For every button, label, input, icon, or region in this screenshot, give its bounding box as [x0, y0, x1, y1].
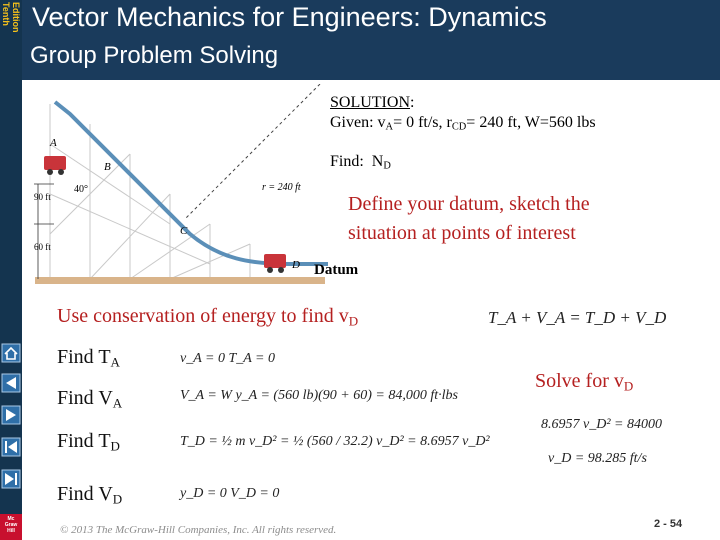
label-b: B [104, 161, 111, 173]
find-va-label [57, 387, 122, 411]
define-instruction [348, 190, 590, 248]
find-td-label [57, 430, 120, 454]
given-va: v [377, 114, 386, 131]
edition-word-edition: Edition [11, 2, 21, 33]
solution-colon: : [410, 94, 415, 111]
last-slide-button[interactable] [0, 466, 22, 492]
first-slide-button[interactable] [0, 434, 22, 460]
label-height-90: 90 ft [34, 192, 51, 202]
define-line-1: Define your datum, sketch the [348, 193, 590, 215]
label-radius: r = 240 ft [262, 182, 301, 193]
find-label: Find: [330, 153, 364, 170]
conservation-instruction [57, 305, 358, 329]
edition-label [0, 0, 22, 46]
solve-instruction [535, 370, 633, 394]
given-rcd-sub: CD [451, 121, 467, 133]
energy-equation: T_A + V_A = T_D + V_D [488, 308, 667, 327]
label-c: C [180, 225, 188, 237]
find-va-sub: A [112, 395, 123, 411]
find-vd-equation: y_D = 0 V_D = 0 [180, 486, 280, 501]
find-td-sub: D [110, 438, 120, 454]
label-d: D [292, 259, 300, 271]
solve-text: Solve for v [535, 370, 624, 392]
car-at-a [44, 156, 66, 170]
given-label: Given: [330, 114, 374, 131]
datum-label: Datum [314, 262, 359, 278]
find-vd-label [57, 483, 122, 507]
conservation-text: Use conservation of energy to find v [57, 305, 349, 327]
skip-forward-icon [1, 469, 21, 489]
find-variable: N [371, 153, 384, 170]
find-va-equation: V_A = W y_A = (560 lb)(90 + 60) = 84,000 ft·lbs [180, 388, 458, 403]
given-va-sub: A [385, 121, 394, 133]
find-ta-label [57, 346, 120, 370]
home-icon [1, 343, 21, 363]
label-angle: 40° [74, 184, 88, 195]
find-ta-sub: A [110, 354, 120, 370]
find-td-text: Find T [57, 430, 111, 452]
car-at-d [264, 254, 286, 268]
slide-subtitle: Group Problem Solving [30, 42, 279, 69]
given-rcd: r [446, 114, 452, 131]
find-vd-sub: D [112, 491, 123, 507]
find-ta-equation: v_A = 0 T_A = 0 [180, 351, 275, 366]
solve-sub: D [623, 378, 634, 394]
home-button[interactable] [0, 340, 22, 366]
solve-equation-1: 8.6957 v_D² = 84000 [541, 417, 662, 432]
define-line-2: situation at points of interest [348, 222, 576, 244]
roller-coaster-figure [30, 84, 328, 284]
label-height-60: 60 ft [34, 242, 51, 252]
solution-heading: SOLUTION [330, 94, 410, 111]
page-number: 2 - 54 [654, 518, 683, 530]
next-button[interactable] [0, 402, 22, 428]
back-arrow-icon [1, 373, 21, 393]
publisher-logo: Mc Graw Hill [0, 514, 22, 540]
find-td-equation: T_D = ½ m v_D² = ½ (560 / 32.2) v_D² = 8.6957 v_D² [180, 434, 490, 449]
page-title: Vector Mechanics for Engineers: Dynamics [32, 2, 547, 32]
find-vd-text: Find V [57, 483, 113, 505]
conservation-sub: D [348, 313, 359, 329]
find-variable-sub: D [383, 160, 391, 172]
slide-header [22, 0, 720, 80]
find-statement [330, 153, 391, 172]
previous-button[interactable] [0, 370, 22, 396]
find-ta-text: Find T [57, 346, 111, 368]
given-va-value: = 0 ft/s, [393, 114, 443, 131]
solution-block [330, 93, 596, 138]
solve-equation-2: v_D = 98.285 ft/s [548, 451, 647, 466]
forward-arrow-icon [1, 405, 21, 425]
find-va-text: Find V [57, 387, 113, 409]
label-a: A [50, 137, 57, 149]
copyright-notice: © 2013 The McGraw-Hill Companies, Inc. All rights reserved. [60, 524, 337, 536]
given-rcd-value: = 240 ft, W=560 lbs [466, 114, 596, 131]
edition-word-tenth: Tenth [1, 2, 11, 26]
skip-back-icon [1, 437, 21, 457]
